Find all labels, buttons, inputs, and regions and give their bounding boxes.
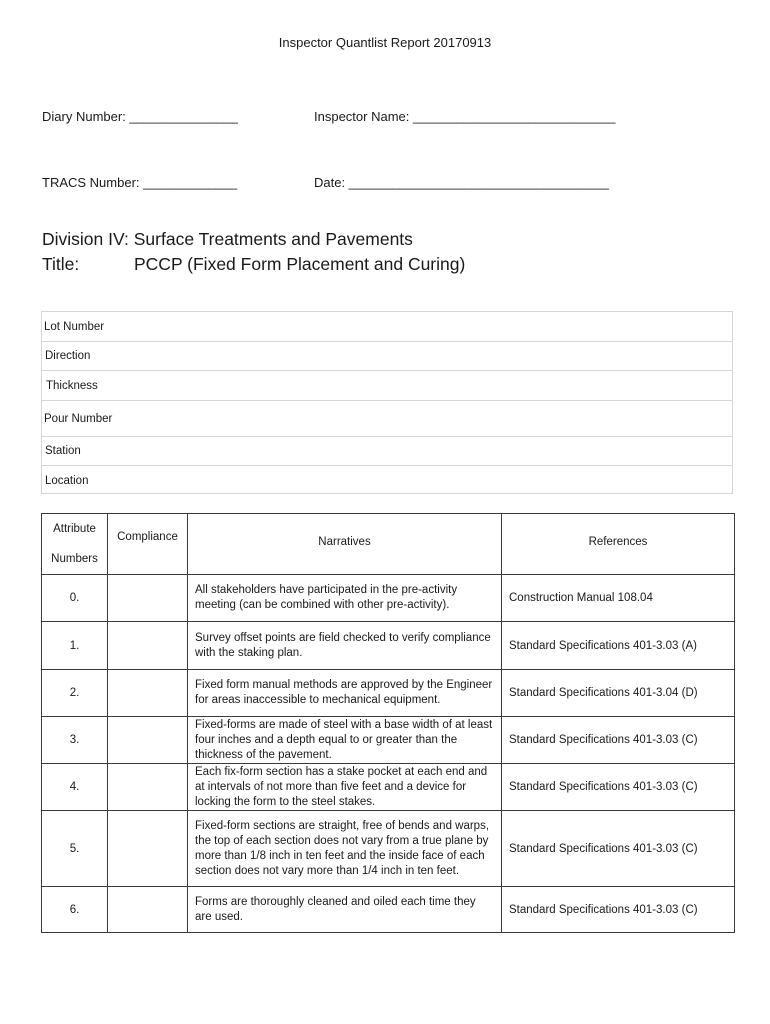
- compliance-cell[interactable]: [108, 717, 188, 764]
- reference-cell: Standard Specifications 401-3.03 (C): [502, 764, 735, 811]
- lot-row: [42, 401, 732, 437]
- narrative-cell: Fixed-form sections are straight, free of bends and warps, the top of each section does not vary from a true plane by more than 1/8 inch in ten feet and the inside face of each section does not vary more than 1/4 inch in ten feet.: [188, 811, 502, 887]
- reference-cell: Standard Specifications 401-3.03 (A): [502, 622, 735, 670]
- lot-row-label: Lot Number: [44, 320, 105, 333]
- lot-row: [42, 342, 732, 371]
- table-header-row: [42, 514, 735, 575]
- attribute-number: 1.: [42, 622, 108, 670]
- header-attribute-line1: Attribute: [53, 523, 96, 535]
- reference-cell: Construction Manual 108.04: [502, 575, 735, 622]
- title-value: PCCP (Fixed Form Placement and Curing): [134, 254, 466, 274]
- header-attribute-line2: Numbers: [51, 553, 98, 565]
- compliance-cell[interactable]: [108, 622, 188, 670]
- narrative-cell: Fixed form manual methods are approved by the Engineer for areas inaccessible to mechanical equipment.: [188, 670, 502, 717]
- table-row: [42, 670, 735, 717]
- narrative-cell: All stakeholders have participated in the pre-activity meeting (can be combined with other pre-activity).: [188, 575, 502, 622]
- compliance-cell[interactable]: [108, 887, 188, 933]
- lot-info-box: [41, 311, 733, 494]
- table-row: [42, 811, 735, 887]
- header-narratives: Narratives: [188, 514, 502, 575]
- header-compliance: Compliance: [108, 514, 188, 575]
- narrative-cell: Forms are thoroughly cleaned and oiled each time they are used.: [188, 887, 502, 933]
- tracs-number-field: TRACS Number: _____________: [42, 175, 238, 190]
- header-attribute-numbers: [42, 514, 108, 575]
- narrative-cell: Fixed-forms are made of steel with a base width of at least four inches and a depth equal to or greater than the thickness of the pavement.: [188, 717, 502, 764]
- reference-cell: Standard Specifications 401-3.04 (D): [502, 670, 735, 717]
- lot-row: [42, 466, 732, 495]
- attribute-number: 3.: [42, 717, 108, 764]
- narrative-cell: Each fix-form section has a stake pocket at each end and at intervals of not more than five feet and a device for locking the form to the steel stakes.: [188, 764, 502, 811]
- lot-row-label: Location: [45, 474, 89, 487]
- inspector-name-field: Inspector Name: ____________________________: [314, 109, 616, 124]
- reference-cell: Standard Specifications 401-3.03 (C): [502, 811, 735, 887]
- narrative-cell: Survey offset points are field checked to verify compliance with the staking plan.: [188, 622, 502, 670]
- attribute-number: 4.: [42, 764, 108, 811]
- title-label: Title:: [42, 254, 80, 274]
- table-row: [42, 887, 735, 933]
- header-references: References: [502, 514, 735, 575]
- table-row: [42, 764, 735, 811]
- compliance-cell[interactable]: [108, 670, 188, 717]
- attribute-number: 0.: [42, 575, 108, 622]
- lot-row: [42, 437, 732, 466]
- report-title: Inspector Quantlist Report 20170913: [278, 35, 492, 50]
- table-row: [42, 622, 735, 670]
- lot-row-label: Direction: [45, 350, 91, 362]
- date-field: Date: ____________________________________: [314, 175, 609, 190]
- compliance-cell[interactable]: [108, 811, 188, 887]
- attribute-number: 5.: [42, 811, 108, 887]
- attribute-number: 6.: [42, 887, 108, 933]
- lot-row: [42, 312, 732, 342]
- table-row: [42, 575, 735, 622]
- lot-row-label: Thickness: [46, 379, 98, 392]
- compliance-cell[interactable]: [108, 575, 188, 622]
- division-heading: Division IV: Surface Treatments and Pavements: [42, 229, 413, 249]
- attribute-number: 2.: [42, 670, 108, 717]
- lot-row: [42, 371, 732, 401]
- diary-number-field: Diary Number: _______________: [42, 109, 238, 124]
- reference-cell: Standard Specifications 401-3.03 (C): [502, 887, 735, 933]
- table-row: [42, 717, 735, 764]
- compliance-cell[interactable]: [108, 764, 188, 811]
- lot-row-label: Station: [45, 445, 81, 457]
- attribute-table: [41, 513, 735, 933]
- lot-row-label: Pour Number: [44, 412, 113, 425]
- reference-cell: Standard Specifications 401-3.03 (C): [502, 717, 735, 764]
